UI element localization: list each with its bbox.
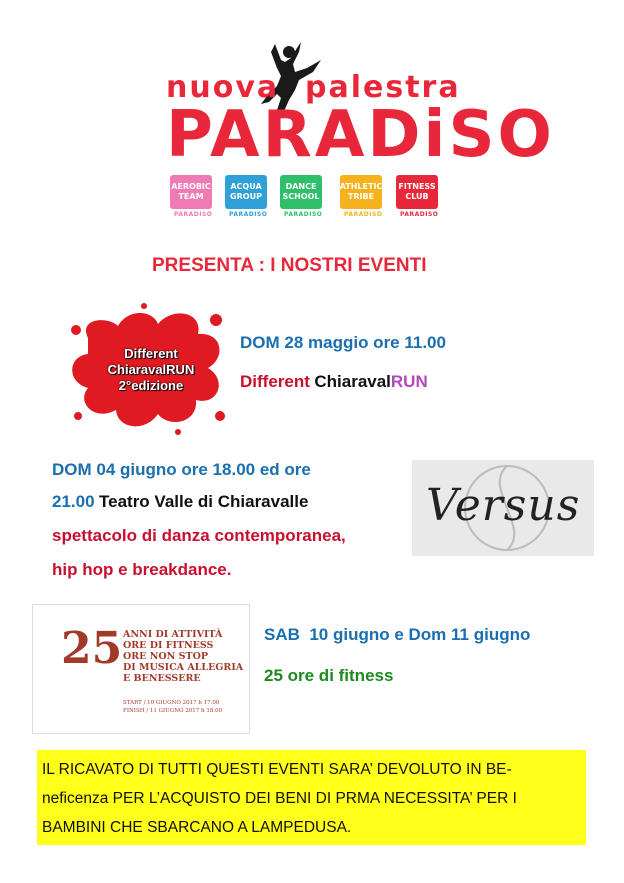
event1-title: Different ChiaravalRUN	[240, 372, 428, 391]
versus-text: Versus	[426, 480, 581, 531]
poster-25-anni	[32, 604, 250, 734]
badge-fitness-club: FITNESS CLUB	[396, 175, 438, 209]
splash-text: Different ChiaravalRUN 2°edizione	[107, 346, 195, 393]
logo-word-palestra: palestra	[305, 70, 461, 105]
badge-aerobic-team: AEROBIC TEAM	[170, 175, 212, 209]
badge-sub-label: PARADISO	[284, 211, 323, 218]
badge-sub-label: PARADISO	[400, 211, 439, 218]
versus-image	[412, 460, 594, 556]
event3-date: SAB 10 giugno e Dom 11 giugno	[264, 625, 531, 644]
notice-text: IL RICAVATO DI TUTTI QUESTI EVENTI SARA’ DEVOLUTO IN BE- neficenza PER L’ACQUISTO DEI BENI DI PRMA NECESSITA’ PER I BAMBINI CHE SBARCANO A LAMPEDUSA.	[42, 761, 517, 836]
badge-sub-label: PARADISO	[229, 211, 268, 218]
badge-athletic-tribe: ATHLETIC TRIBE	[340, 175, 382, 209]
event1-date: DOM 28 maggio ore 11.00	[240, 333, 446, 352]
badge-sub-label: PARADISO	[344, 211, 383, 218]
event2-date-line2: 21.00 Teatro Valle di Chiaravalle	[52, 492, 309, 511]
badge-sub-label: PARADISO	[174, 211, 213, 218]
event2-desc-line1: spettacolo di danza contemporanea,	[52, 526, 346, 545]
badge-acqua-group: ACQUA GROUP	[225, 175, 267, 209]
poster-times: START / 10 GIUGNO 2017 h 17.00 FINISH / 11 GIUGNO 2017 h 18.00	[123, 700, 223, 714]
splash-image	[58, 298, 233, 438]
event2-date-line1: DOM 04 giugno ore 18.00 ed ore	[52, 460, 311, 479]
logo-word-paradiso: PARADiSO	[166, 98, 555, 172]
event3-title: 25 ore di fitness	[264, 666, 394, 685]
poster-big-number: 25	[61, 623, 123, 674]
event2-desc-line2: hip hop e breakdance.	[52, 560, 232, 579]
badge-dance-school: DANCE SCHOOL	[280, 175, 322, 209]
page-heading: PRESENTA : I NOSTRI EVENTI	[152, 255, 427, 276]
poster-lines: ANNI DI ATTIVITÀ ORE DI FITNESS ORE NON STOP DI MUSICA ALLEGRIA E BENESSERE	[123, 629, 244, 684]
logo-word-nuova: nuova	[166, 70, 280, 105]
